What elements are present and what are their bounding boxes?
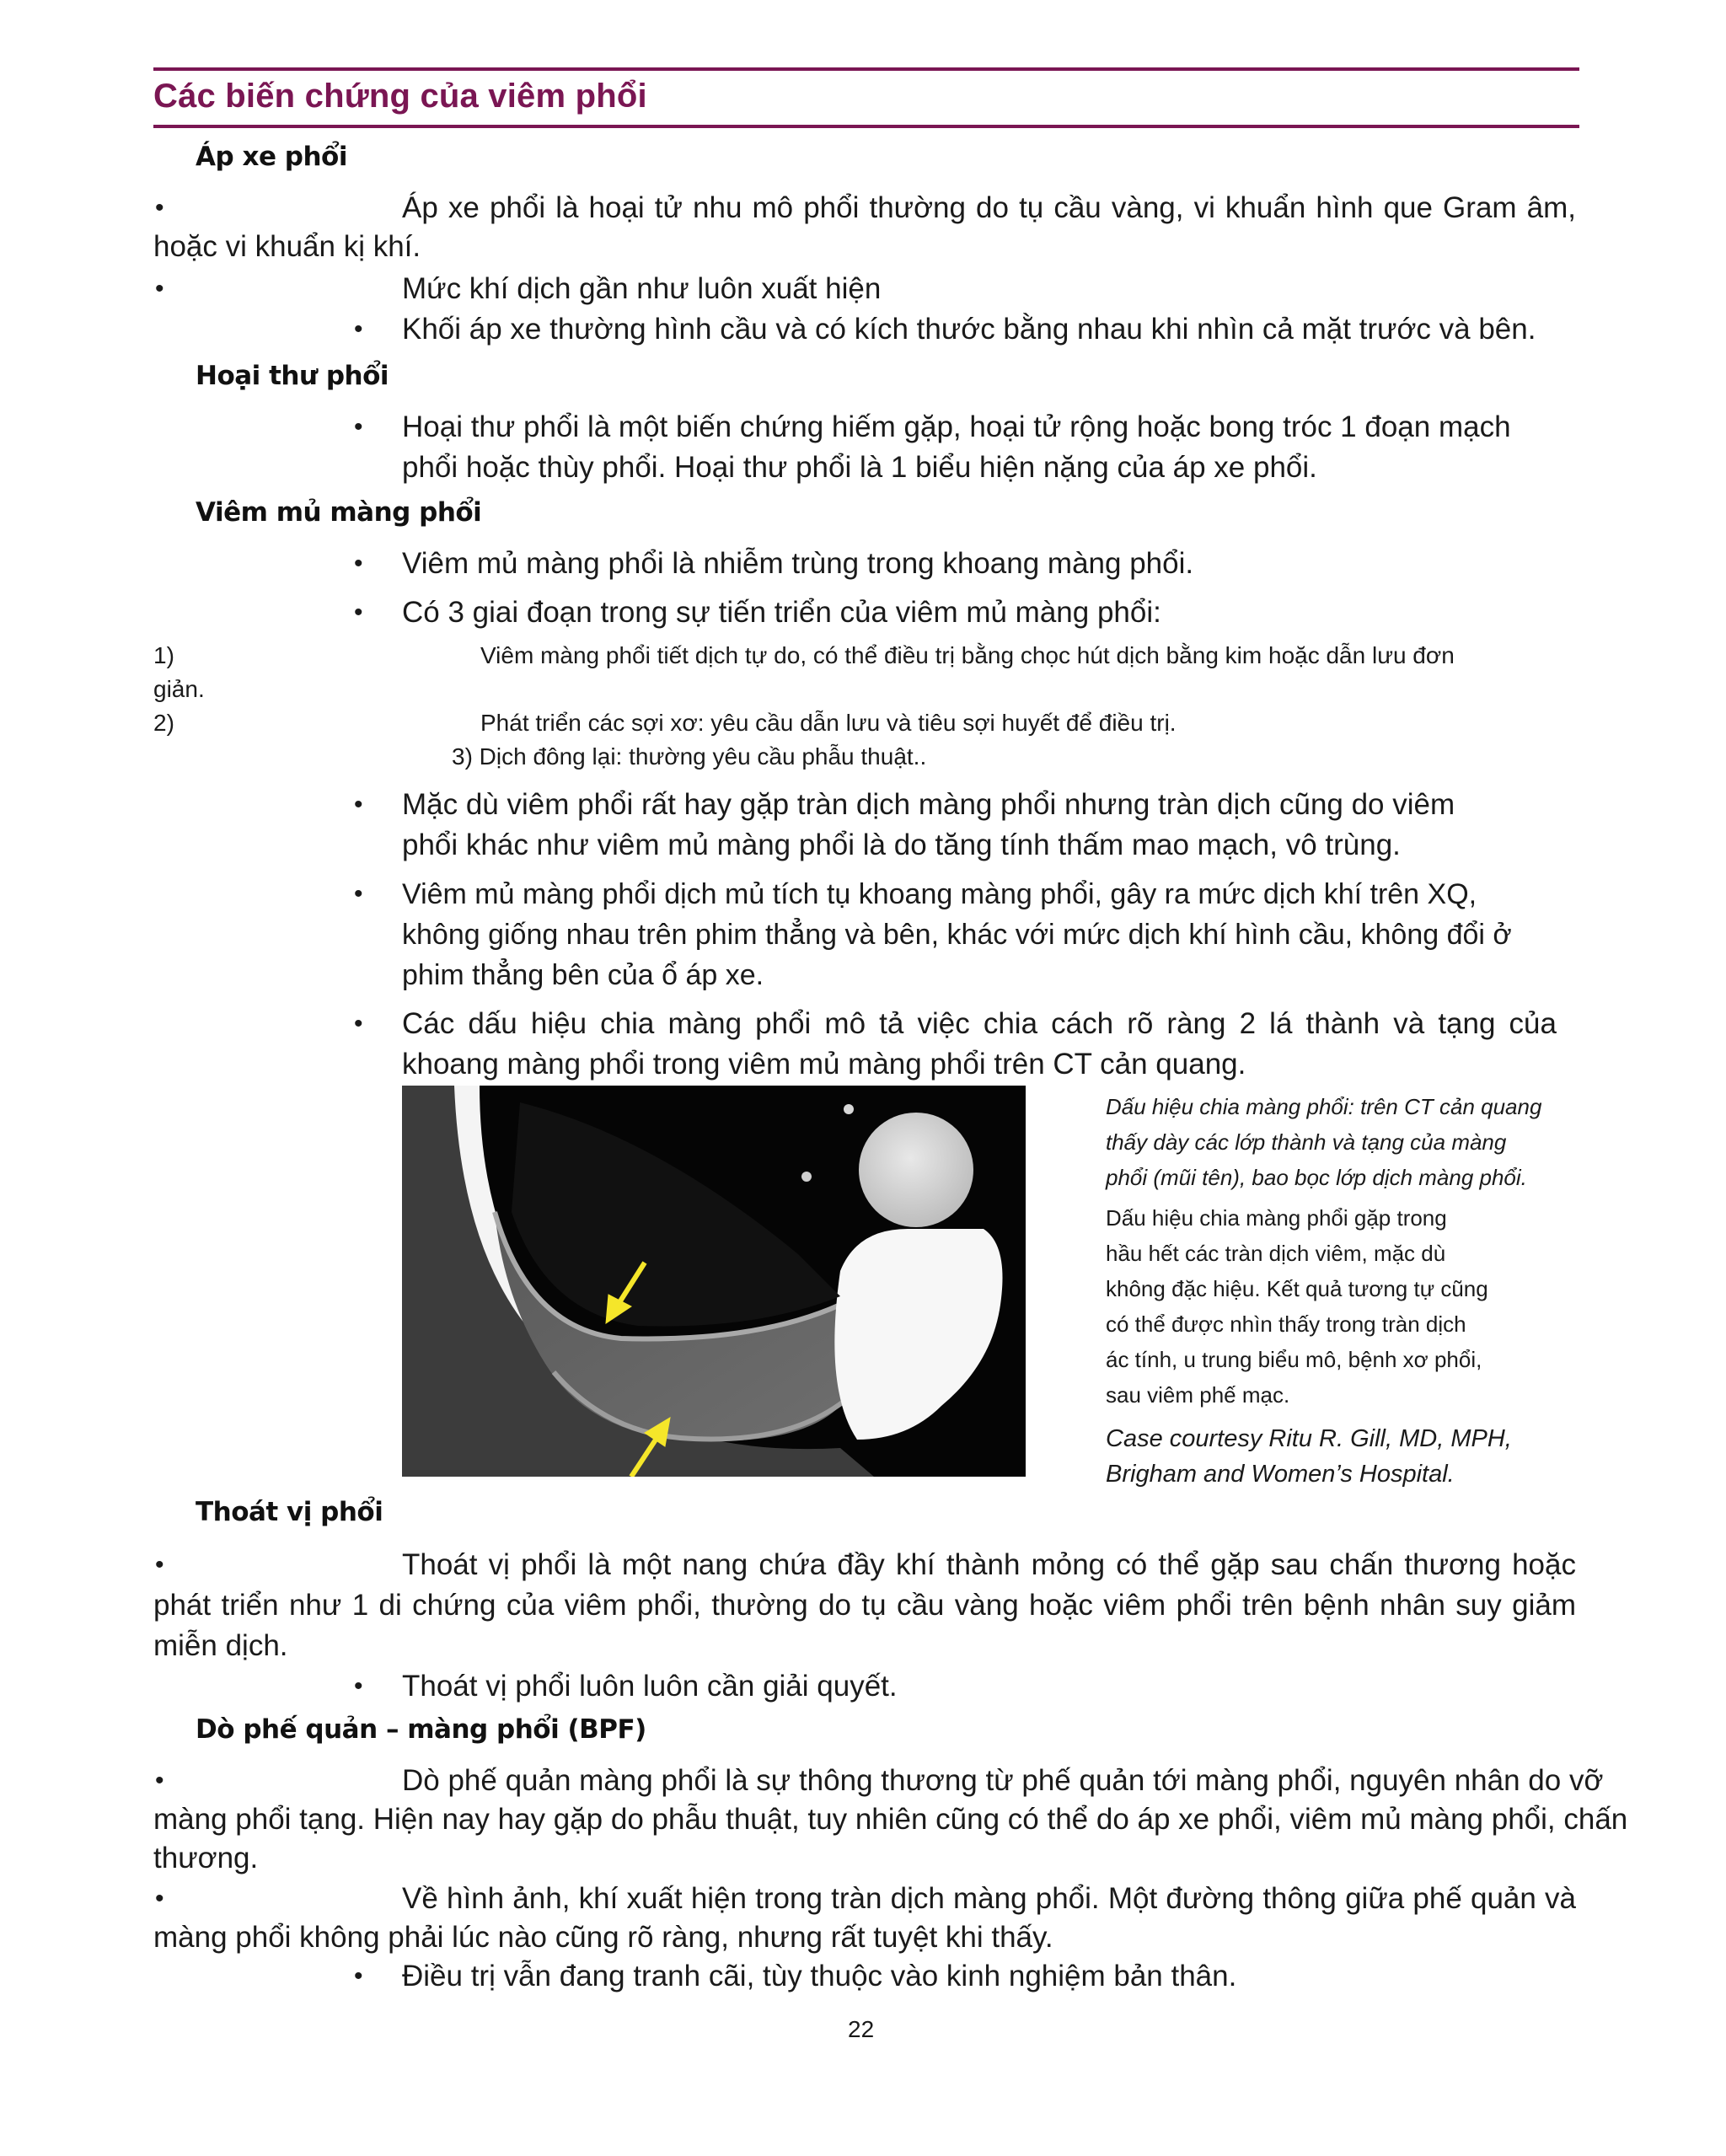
bullet: • — [354, 550, 363, 577]
abscess-p3: Khối áp xe thường hình cầu và có kích thước bằng nhau khi nhìn cả mặt trước và bên. — [402, 313, 1536, 346]
stage2-text: Phát triển các sợi xơ: yêu cầu dẫn lưu và tiêu sợi huyết để điều trị. — [480, 710, 1177, 736]
figure-caption-line: thấy dày các lớp thành và tạng của màng — [1106, 1129, 1507, 1155]
figure-note-line: có thể được nhìn thấy trong tràn dịch — [1106, 1311, 1466, 1337]
heading-bpf: Dò phế quản – màng phổi (BPF) — [196, 1714, 646, 1745]
gangrene-p1-line1: Hoại thư phổi là một biến chứng hiếm gặp, hoại tử rộng hoặc bong tróc 1 đoạn mạch — [402, 410, 1511, 443]
bpf-p2-line2: màng phổi không phải lúc nào cũng rõ ràng, nhưng rất tuyệt khi thấy. — [153, 1921, 1053, 1954]
bullet: • — [155, 275, 164, 303]
empyema-p4-line2: không giống nhau trên phim thẳng và bên, khác với mức dịch khí hình cầu, không đổi ở — [402, 919, 1512, 951]
stage1-line1: Viêm màng phổi tiết dịch tự do, có thể điều trị bằng chọc hút dịch bằng kim hoặc dẫn lưu đơn — [480, 642, 1455, 668]
stage3-text: 3) Dịch đông lại: thường yêu cầu phẫu thuật.. — [452, 743, 927, 770]
bpf-p1-line1: Dò phế quản màng phổi là sự thông thương từ phế quản tới màng phổi, nguyên nhân do vỡ — [402, 1764, 1604, 1797]
figure-credit-line: Case courtesy Ritu R. Gill, MD, MPH, — [1106, 1425, 1512, 1452]
gangrene-p1-line2: phổi hoặc thùy phổi. Hoại thư phổi là 1 biểu hiện nặng của áp xe phổi. — [402, 451, 1317, 484]
bullet: • — [354, 598, 363, 626]
heading-pneumatocele: Thoát vị phổi — [196, 1497, 383, 1527]
empyema-p2: Có 3 giai đoạn trong sự tiến triển của viêm mủ màng phổi: — [402, 596, 1161, 629]
pneumatocele-p1-line2: phát triển như 1 di chứng của viêm phổi, thường do tụ cầu vàng hoặc viêm phổi trên bệnh nhân suy giảm — [153, 1589, 1576, 1622]
page-number: 22 — [848, 2016, 875, 2042]
empyema-p5-line1: Các dấu hiệu chia màng phổi mô tả việc chia cách rõ ràng 2 lá thành và tạng của — [402, 1007, 1557, 1040]
page-title: Các biến chứng của viêm phổi — [153, 78, 647, 115]
heading-abscess: Áp xe phổi — [196, 142, 347, 172]
figure-caption-line: Dấu hiệu chia màng phổi: trên CT cản quang — [1106, 1094, 1542, 1119]
figure-note-line: sau viêm phế mạc. — [1106, 1382, 1290, 1408]
bullet: • — [354, 791, 363, 818]
bullet: • — [155, 1767, 164, 1794]
bullet: • — [155, 194, 164, 222]
figure-note-line: hầu hết các tràn dịch viêm, mặc dù — [1106, 1241, 1446, 1266]
bullet: • — [155, 1885, 164, 1912]
heading-gangrene: Hoại thư phổi — [196, 361, 389, 391]
abscess-p2: Mức khí dịch gần như luôn xuất hiện — [402, 272, 882, 305]
title-rule-bottom — [153, 125, 1579, 128]
bullet: • — [155, 1551, 164, 1579]
empyema-p4-line3: phim thẳng bên của ổ áp xe. — [402, 959, 764, 991]
empyema-p3-line1: Mặc dù viêm phổi rất hay gặp tràn dịch màng phổi nhưng tràn dịch cũng do viêm — [402, 788, 1455, 821]
pneumatocele-p1-line1: Thoát vị phổi là một nang chứa đầy khí thành mỏng có thể gặp sau chấn thương hoặc — [402, 1548, 1576, 1581]
stage1-number: 1) — [153, 642, 174, 668]
bullet: • — [354, 1672, 363, 1700]
bullet: • — [354, 1962, 363, 1990]
empyema-p5-line2: khoang màng phổi trong viêm mủ màng phổi trên CT cản quang. — [402, 1048, 1246, 1081]
title-rule-top — [153, 67, 1579, 71]
figure-caption-line: phổi (mũi tên), bao bọc lớp dịch màng phổi. — [1106, 1165, 1527, 1190]
stage2-number: 2) — [153, 710, 174, 736]
abscess-p1-line1: Áp xe phổi là hoại tử nhu mô phổi thường do tụ cầu vàng, vi khuẩn hình que Gram âm, — [402, 191, 1576, 224]
empyema-p4-line1: Viêm mủ màng phổi dịch mủ tích tụ khoang màng phổi, gây ra mức dịch khí trên XQ, — [402, 878, 1477, 910]
stage1-line2: giản. — [153, 676, 205, 702]
figure-note-line: ác tính, u trung biểu mô, bệnh xơ phổi, — [1106, 1347, 1482, 1372]
pneumatocele-p1-line3: miễn dịch. — [153, 1629, 288, 1662]
bpf-p1-line3: thương. — [153, 1842, 259, 1874]
ct-split-pleura-image — [402, 1086, 1026, 1477]
bullet: • — [354, 413, 363, 441]
bpf-p2-line1: Về hình ảnh, khí xuất hiện trong tràn dịch màng phổi. Một đường thông giữa phế quản và — [402, 1882, 1576, 1915]
figure-credit-line: Brigham and Women’s Hospital. — [1106, 1461, 1455, 1488]
bullet: • — [354, 1010, 363, 1038]
bullet: • — [354, 880, 363, 908]
bullet: • — [354, 315, 363, 343]
bpf-p3: Điều trị vẫn đang tranh cãi, tùy thuộc vào kinh nghiệm bản thân. — [402, 1960, 1237, 1992]
abscess-p1-line2: hoặc vi khuẩn kị khí. — [153, 230, 421, 263]
figure-note-line: không đặc hiệu. Kết quả tương tự cũng — [1106, 1276, 1488, 1301]
pneumatocele-p2: Thoát vị phổi luôn luôn cần giải quyết. — [402, 1670, 898, 1703]
empyema-p3-line2: phổi khác như viêm mủ màng phổi là do tăng tính thấm mao mạch, vô trùng. — [402, 829, 1401, 861]
empyema-p1: Viêm mủ màng phổi là nhiễm trùng trong khoang màng phổi. — [402, 547, 1194, 580]
heading-empyema: Viêm mủ màng phổi — [196, 497, 482, 528]
figure-note-line: Dấu hiệu chia màng phổi gặp trong — [1106, 1205, 1447, 1231]
bpf-p1-line2: màng phổi tạng. Hiện nay hay gặp do phẫu thuật, tuy nhiên cũng có thể do áp xe phổi, viêm mủ màng phổi, chấn — [153, 1803, 1628, 1836]
